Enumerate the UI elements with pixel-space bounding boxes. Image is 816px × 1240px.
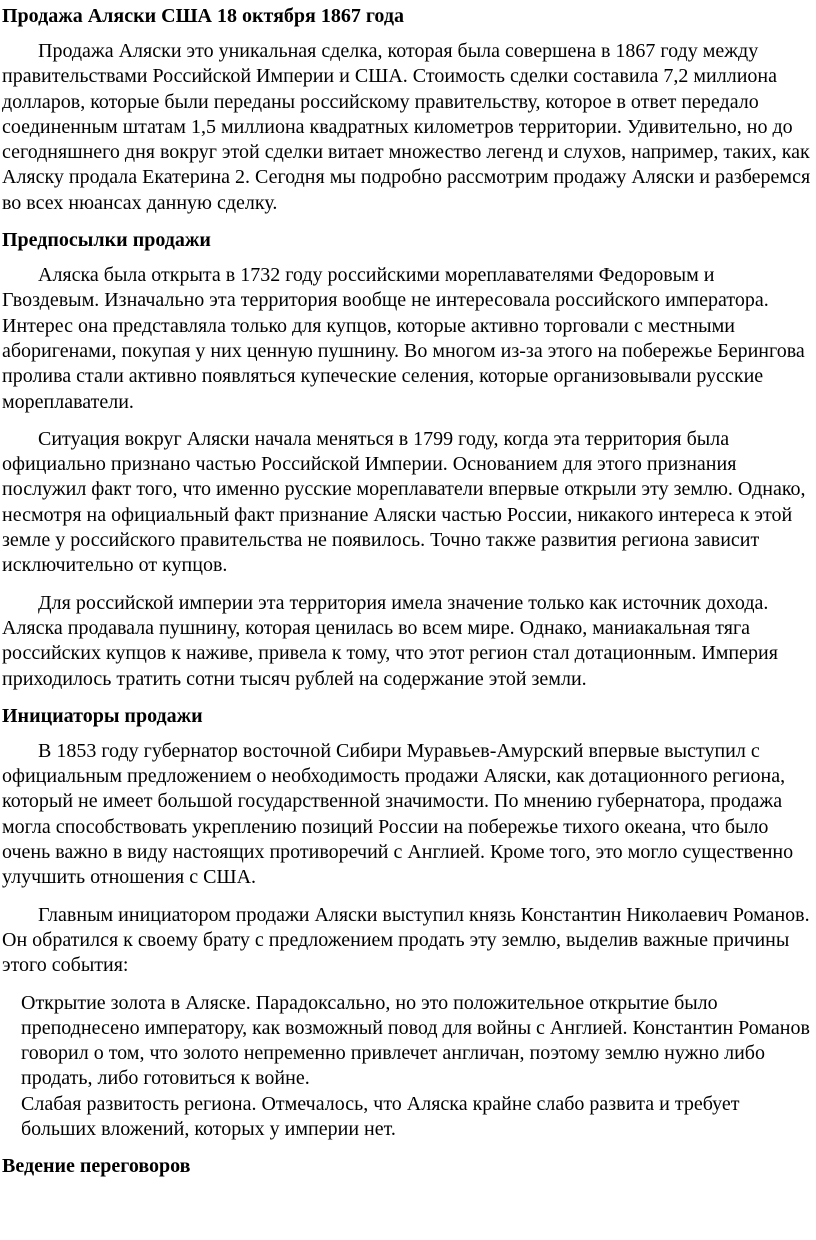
paragraph: Главным инициатором продажи Аляски выступил князь Константин Николаевич Романов. Он обратился к своему брату с предложением продать эту землю, выделив важные причины этого события: [2,903,810,977]
paragraph: Ситуация вокруг Аляски начала меняться в 1799 году, когда эта территория была официально признано частью Российской Империи. Основанием для этого признания послужил факт того, что именно русские мореплаватели впервые открыли эту землю. Однако, несмотря на официальный факт признание Аляски частью России, никакого интереса к этой земле у российского правительства не появилось. Точно также развития региона зависит исключительно от купцов. [2,427,806,577]
section-heading-prerequisites: Предпосылки продажи [2,229,211,252]
paragraph: Для российской империи эта территория имела значение только как источник дохода. Аляска продавала пушнину, которая ценилась во всем мире. Однако, маниакальная тяга российских купцов к наживе, привела к тому, что этот регион стал дотационным. Империя приходилось тратить сотни тысяч рублей на содержание этой земли. [2,591,778,690]
paragraph: Аляска была открыта в 1732 году российскими мореплавателями Федоровым и Гвоздевым. Изначально эта территория вообще не интересовала российского императора. Интерес она представляла только для купцов, которые активно торговали с местными аборигенами, покупая у них ценную пушнину. Во многом из-за этого на побережье Берингова пролива стали активно появляться купеческие селения, которые организовывали русские мореплаватели. [2,264,805,413]
paragraph: В 1853 году губернатор восточной Сибири Муравьев-Амурский впервые выступил с официальным предложением о необходимость продажи Аляски, как дотационного региона, который не имеет большой государственной значимости. По мнению губернатора, продажа могла способствовать укреплению позиций России на побережье тихого океана, что было очень важно в виду настоящих противоречий с Англией. Кроме того, это могло существенно улучшить отношения с США. [2,739,794,889]
section-heading-initiators: Инициаторы продажи [2,704,203,727]
list-item: Слабая развитость региона. Отмечалось, что Аляска крайне слабо развита и требует больших вложений, которых у империи нет. [21,1092,740,1140]
reasons-list [0,991,816,1143]
list-item: Открытие золота в Аляске. Парадоксально, но это положительное открытие было преподнесено императору, как возможный повод для войны с Англией. Константин Романов говорил о том, что золото непременно привлечет англичан, поэтому землю нужно либо продать, либо готовиться к войне. [21,991,810,1090]
intro-paragraph: Продажа Аляски это уникальная сделка, которая была совершена в 1867 году между правительствами Российской Империи и США. Стоимость сделки составила 7,2 миллиона долларов, которые были переданы российскому правительству, которое в ответ передало соединенным штатам 1,5 миллиона квадратных километров территории. Удивительно, но до сегодняшнего дня вокруг этой сделки витает множество легенд и слухов, например, таких, как Аляску продала Екатерина 2. Сегодня мы подробно рассмотрим продажу Аляски и разберемся во всех нюансах данную сделку. [2,40,811,214]
section-heading-negotiations: Ведение переговоров [2,1155,191,1178]
document-title: Продажа Аляски США 18 октября 1867 года [2,5,404,27]
